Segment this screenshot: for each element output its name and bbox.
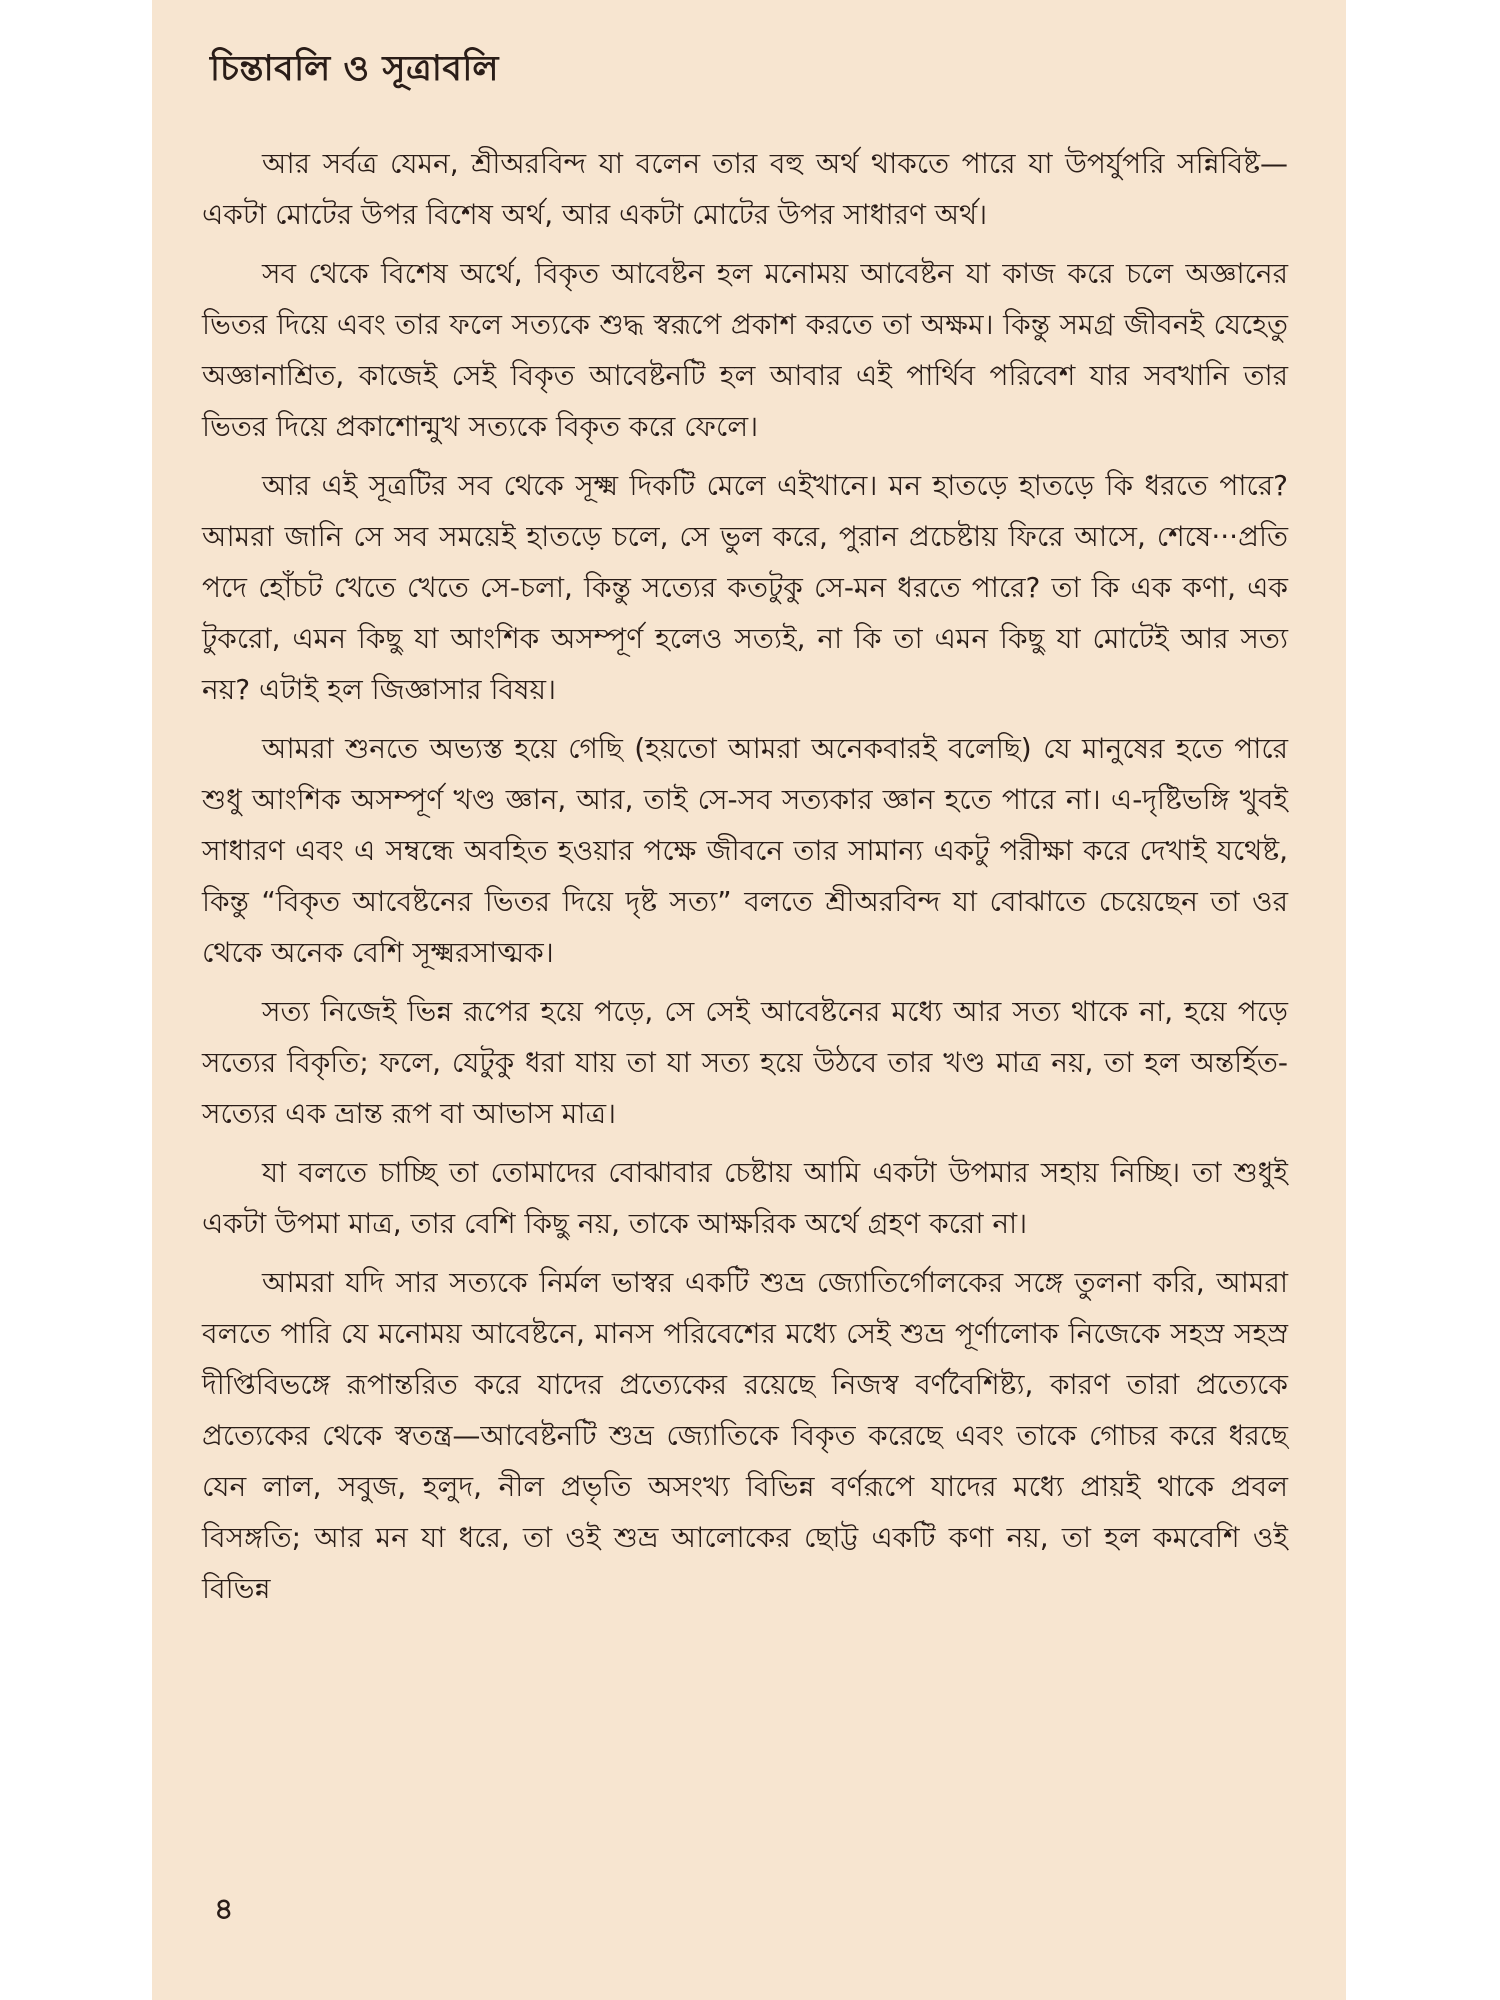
right-margin [1346, 0, 1500, 2000]
paragraph-3: আর এই সূত্রটির সব থেকে সূক্ষ্ম দিকটি মেলে এইখানে। মন হাতড়ে হাতড়ে কি ধরতে পারে? আমরা জানি সে সব সময়েই হাতড়ে চলে, সে ভুল করে, পুরান প্রচেষ্টায় ফিরে আসে, শেষে···প্রতি পদে হোঁচট খেতে খেতে সে-চলা, কিন্তু সত্যের কতটুকু সে-মন ধরতে পারে? তা কি এক কণা, এক টুকরো, এমন কিছু যা আংশিক অসম্পূর্ণ হলেও সত্যই, না কি তা এমন কিছু যা মোটেই আর সত্য নয়? এটাই হল জিজ্ঞাসার বিষয়। [202, 469, 1288, 706]
paragraph-1: আর সর্বত্র যেমন, শ্রীঅরবিন্দ যা বলেন তার বহু অর্থ থাকতে পারে যা উপর্যুপরি সন্নিবিষ্ট—একটা মোটের উপর বিশেষ অর্থ, আর একটা মোটের উপর সাধারণ অর্থ। [202, 147, 1288, 231]
running-head: চিন্তাবলি ও সূত্রাবলি [210, 49, 499, 89]
paragraph-4: আমরা শুনতে অভ্যস্ত হয়ে গেছি (হয়তো আমরা অনেকবারই বলেছি) যে মানুষের হতে পারে শুধু আংশিক অসম্পূর্ণ খণ্ড জ্ঞান, আর, তাই সে-সব সত্যকার জ্ঞান হতে পারে না। এ-দৃষ্টিভঙ্গি খুবই সাধারণ এবং এ সম্বন্ধে অবহিত হওয়ার পক্ষে জীবনে তার সামান্য একটু পরীক্ষা করে দেখাই যথেষ্ট, কিন্তু “বিকৃত আবেষ্টনের ভিতর দিয়ে দৃষ্ট সত্য” বলতে শ্রীঅরবিন্দ যা বোঝাতে চেয়েছেন তা ওর থেকে অনেক বেশি সূক্ষ্মরসাত্মক। [202, 732, 1288, 969]
paragraph-2: সব থেকে বিশেষ অর্থে, বিকৃত আবেষ্টন হল মনোময় আবেষ্টন যা কাজ করে চলে অজ্ঞানের ভিতর দিয়ে এবং তার ফলে সত্যকে শুদ্ধ স্বরূপে প্রকাশ করতে তা অক্ষম। কিন্তু সমগ্র জীবনই যেহেতু অজ্ঞানাশ্রিত, কাজেই সেই বিকৃত আবেষ্টনটি হল আবার এই পার্থিব পরিবেশ যার সবখানি তার ভিতর দিয়ে প্রকাশোন্মুখ সত্যকে বিকৃত করে ফেলে। [202, 257, 1288, 443]
paragraph-5: সত্য নিজেই ভিন্ন রূপের হয়ে পড়ে, সে সেই আবেষ্টনের মধ্যে আর সত্য থাকে না, হয়ে পড়ে সত্যের বিকৃতি; ফলে, যেটুকু ধরা যায় তা যা সত্য হয়ে উঠবে তার খণ্ড মাত্র নয়, তা হল অন্তর্হিত-সত্যের এক ভ্রান্ত রূপ বা আভাস মাত্র। [202, 995, 1288, 1130]
book-page [152, 0, 1346, 2000]
paragraph-6: যা বলতে চাচ্ছি তা তোমাদের বোঝাবার চেষ্টায় আমি একটা উপমার সহায় নিচ্ছি। তা শুধুই একটা উপমা মাত্র, তার বেশি কিছু নয়, তাকে আক্ষরিক অর্থে গ্রহণ করো না। [202, 1156, 1288, 1240]
paragraph-7: আমরা যদি সার সত্যকে নির্মল ভাস্বর একটি শুভ্র জ্যোতির্গোলকের সঙ্গে তুলনা করি, আমরা বলতে পারি যে মনোময় আবেষ্টনে, মানস পরিবেশের মধ্যে সেই শুভ্র পূর্ণালোক নিজেকে সহস্র সহস্র দীপ্তিবিভঙ্গে রূপান্তরিত করে যাদের প্রত্যেকের রয়েছে নিজস্ব বর্ণবৈশিষ্ট্য, কারণ তারা প্রত্যেকে প্রত্যেকের থেকে স্বতন্ত্র—আবেষ্টনটি শুভ্র জ্যোতিকে বিকৃত করেছে এবং তাকে গোচর করে ধরছে যেন লাল, সবুজ, হলুদ, নীল প্রভৃতি অসংখ্য বিভিন্ন বর্ণরূপে যাদের মধ্যে প্রায়ই থাকে প্রবল বিসঙ্গতি; আর মন যা ধরে, তা ওই শুভ্র আলোকের ছোট্ট একটি কণা নয়, তা হল কমবেশি ওই বিভিন্ন [202, 1266, 1288, 1605]
page-number: ৪ [214, 1892, 234, 1927]
left-margin [0, 0, 152, 2000]
